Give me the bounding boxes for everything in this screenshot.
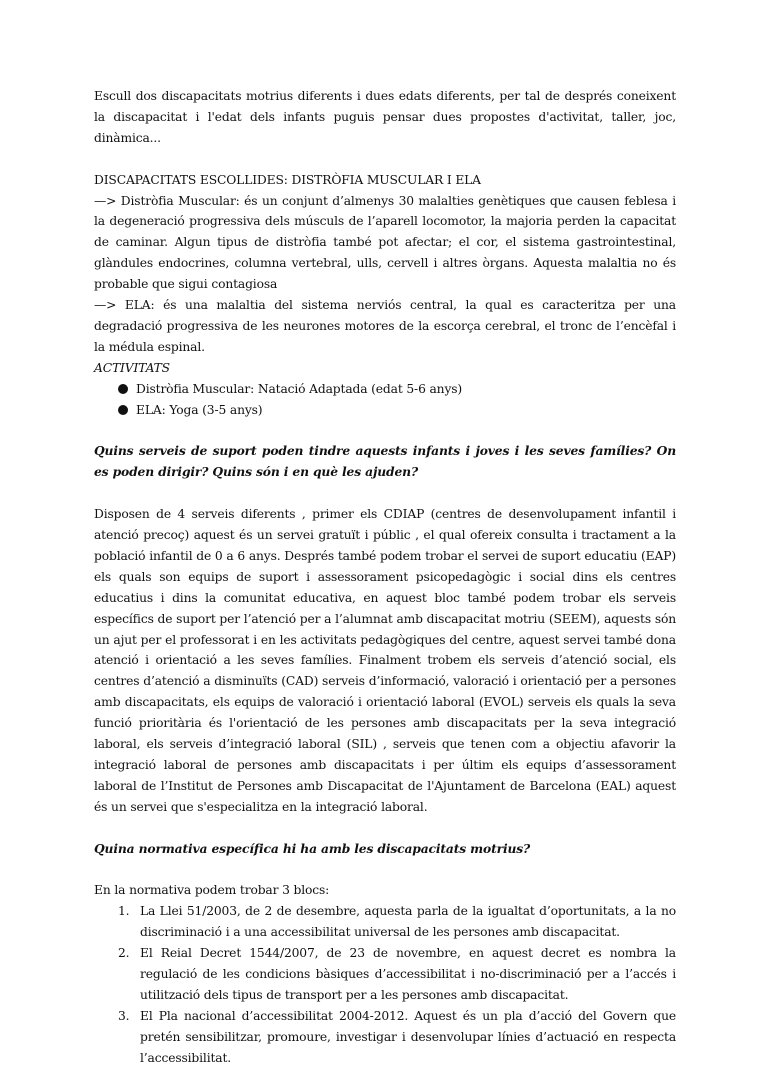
list-number: 3.	[118, 1008, 130, 1023]
list-number: 1.	[118, 904, 130, 919]
activities-label: ACTIVITATS	[94, 360, 170, 375]
list-item	[94, 1006, 676, 1069]
list-number: 2.	[118, 946, 130, 961]
support-services-paragraph: Disposen de 4 serveis diferents , primer els CDIAP (centres de desenvolupament infantil i atenció precoç) aquest és un servei gratuït i públic , el qual ofereix consulta i tractament a la població infantil de 0 a 6 anys. Després també podem trobar el servei de suport educatiu (EAP) els quals son equips de suport i assessorament psicopedagògic i social dins els centres educatius i dins la comunitat educativa, en aquest bloc també podem trobar els serveis específics de suport per l’atenció per a l’alumnat amb discapacitat motriu (SEEM), aquests són un ajut per el professorat i en les activitats pedagògiques del centre, aquest servei també dona atenció i orientació a les seves famílies. Finalment trobem els serveis d’atenció social, els centres d’atenció a disminuïts (CAD) serveis d’informació, valoració i orientació per a persones amb discapacitats, els equips de valoració i orientació laboral (EVOL) serveis els quals la seva funció prioritària és l'orientació de les persones amb discapacitats per la seva integració laboral, els serveis d’integració laboral (SIL) , serveis que tenen com a objectiu afavorir la integració laboral de persones amb discapacitats i per últim els equips d’assessorament laboral de l’Institut de Persones amb Discapacitat de l'Ajuntament de Barcelona (EAL) aquest és un servei que s'especialitza en la integració laboral.	[94, 507, 676, 814]
intro-paragraph: Escull dos discapacitats motrius diferents i dues edats diferents, per tal de després coneixent la discapacitat i l'edat dels infants puguis pensar dues propostes d'activitat, taller, joc, dinàmica...	[94, 89, 676, 145]
normativa-intro: En la normativa podem trobar 3 blocs:	[94, 883, 330, 898]
list-item: Distròfia Muscular: Natació Adaptada (edat 5-6 anys)	[118, 379, 676, 400]
list-item: ELA: Yoga (3-5 anys)	[118, 400, 676, 421]
list-item-text: El Reial Decret 1544/2007, de 23 de novembre, en aquest decret es nombra la regulació de les condicions bàsiques d’accessibilitat i no-discriminació per a l’accés i utilització dels tipus de transport per a les persones amb discapacitat.	[140, 946, 676, 1002]
distrofia-paragraph: —> Distròfia Muscular: és un conjunt d’almenys 30 malalties genètiques que causen feblesa i la degeneració progressiva dels músculs de l’aparell locomotor, la majoria perden la capacitat de caminar. Algun tipus de distròfia també pot afectar; el cor, el sistema gastrointestinal, glàndules endocrines, columna vertebral, ulls, cervell i altres òrgans. Aquesta malaltia no és probable que sigui contagiosa	[94, 193, 676, 292]
list-item	[94, 901, 676, 943]
question-heading-support: Quins serveis de suport poden tindre aquests infants i joves i les seves famílies? On es poden dirigir? Quins són i en què les ajuden?	[94, 443, 676, 480]
section-title: DISCAPACITATS ESCOLLIDES: DISTRÒFIA MUSCULAR I ELA	[94, 172, 481, 187]
document-page	[94, 86, 676, 1069]
ela-paragraph: —> ELA: és una malaltia del sistema nerviós central, la qual es caracteritza per una degradació progressiva de les neurones motores de la escorça cerebral, el tronc de l’encèfal i la médula espinal.	[94, 298, 676, 354]
list-item-text: El Pla nacional d’accessibilitat 2004-2012. Aquest és un pla d’acció del Govern que pretén sensibilitzar, promoure, investigar i desenvolupar línies d’actuació en respecta l’accessibilitat.	[140, 1008, 676, 1065]
normativa-list	[94, 901, 676, 1068]
list-item-text: La Llei 51/2003, de 2 de desembre, aquesta parla de la igualtat d’oportunitats, a la no discriminació i a una accessibilitat universal de les persones amb discapacitat.	[140, 904, 676, 940]
activities-list	[94, 379, 676, 421]
list-item	[94, 943, 676, 1006]
question-heading-normativa: Quina normativa específica hi ha amb les discapacitats motrius?	[94, 840, 531, 856]
